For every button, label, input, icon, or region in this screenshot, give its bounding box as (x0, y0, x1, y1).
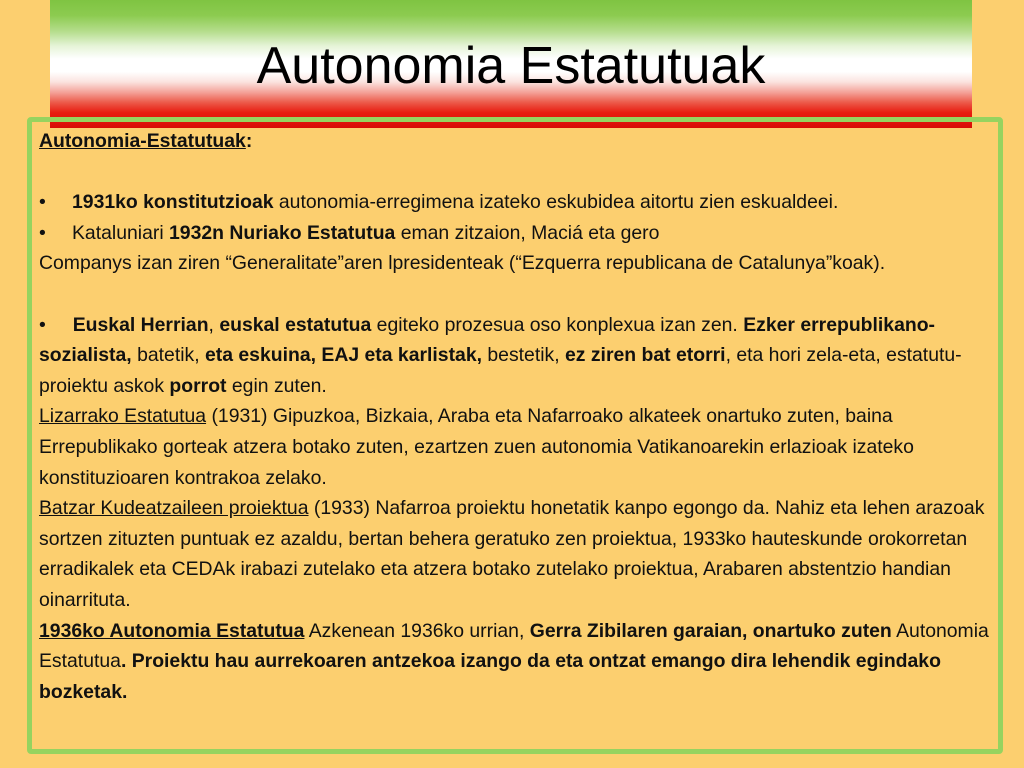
text: bestetik, (482, 344, 565, 367)
bold-text: ez ziren bat etorri (565, 344, 726, 367)
bullet-katalunia (39, 218, 989, 249)
bold-text: 1931ko konstitutzioak (72, 191, 274, 214)
bullet-mark: • (39, 313, 46, 336)
content-heading (39, 126, 989, 157)
bold-text: porrot (169, 374, 227, 397)
paragraph-1936 (39, 616, 989, 708)
text: batetik, (131, 344, 205, 367)
heading-suffix: : (245, 130, 253, 152)
text: autonomia-erregimena izateko eskubidea aitortu zien eskualdeei. (273, 191, 839, 214)
text: (1931) Gipuzkoa, Bizkaia, Araba eta Nafarroako alkateek onartuko zuten, baina Errepublikako gorteak atzera botako zuten, ezartzen zuen autonomia Vatikanoarekin erlazioak izateko konstituzioaren kontrakoa zelako. (39, 405, 914, 489)
spacer (39, 279, 989, 310)
heading-text: Autonomia-Estatutuak (39, 130, 246, 152)
paragraph-euskal-herria (39, 310, 989, 402)
bold-text: 1932n (169, 221, 224, 244)
text: , (208, 313, 220, 336)
bold-text: . Proiektu hau aurrekoaren antzekoa izango da eta ontzat emango dira lehendik egindako bozketak. (39, 650, 941, 703)
text: egin zuten. (226, 374, 327, 397)
text: eman zitzaion, Maciá eta gero (395, 221, 660, 244)
text: Kataluniari (72, 221, 170, 244)
text: egiteko prozesua oso konplexua izan zen. (371, 313, 744, 336)
bold-text: Euskal Herrian (72, 313, 209, 336)
text: Autonomia Estatutua (39, 619, 989, 673)
paragraph-lizarra (39, 401, 989, 493)
bold-text: Nuriako Estatutua (229, 221, 396, 244)
bold-text: Gerra Zibilaren garaian, onartuko zuten (529, 619, 892, 642)
paragraph-companys: Companys izan ziren “Generalitate”aren lpresidenteak (“Ezquerra republicana de Catalunya”koak). (39, 252, 886, 275)
underlined-text: 1936ko Autonomia Estatutua (39, 619, 305, 642)
slide-title: Autonomia Estatutuak (256, 37, 766, 95)
spacer (39, 157, 989, 188)
text: Azkenean 1936ko urrian, (304, 619, 530, 642)
bold-text: euskal estatutua (219, 313, 372, 336)
bold-text: Ezker errepublikano-sozialista, (39, 313, 936, 367)
underlined-text: Batzar Kudeatzaileen proiektua (39, 497, 309, 520)
bullet-konstituzioa (39, 187, 989, 218)
bold-text: eta eskuina, EAJ eta karlistak, (204, 344, 482, 367)
content-body (39, 126, 989, 707)
text: , eta hori zela-eta, estatutu-proiektu askok (39, 344, 962, 397)
paragraph-batzar (39, 493, 989, 615)
text: (1933) Nafarroa proiektu honetatik kanpo egongo da. Nahiz eta lehen arazoak sortzen zituzten puntuak ez azaldu, bertan behera geratuko zen proiektua, 1933ko hauteskunde orokorretan erradikalek eta CEDAk irabazi zutelako eta atzera botako zutelako proiektua, Arabaren abstentzio handian oinarrituta. (39, 497, 985, 611)
underlined-text: Lizarrako Estatutua (39, 405, 207, 428)
